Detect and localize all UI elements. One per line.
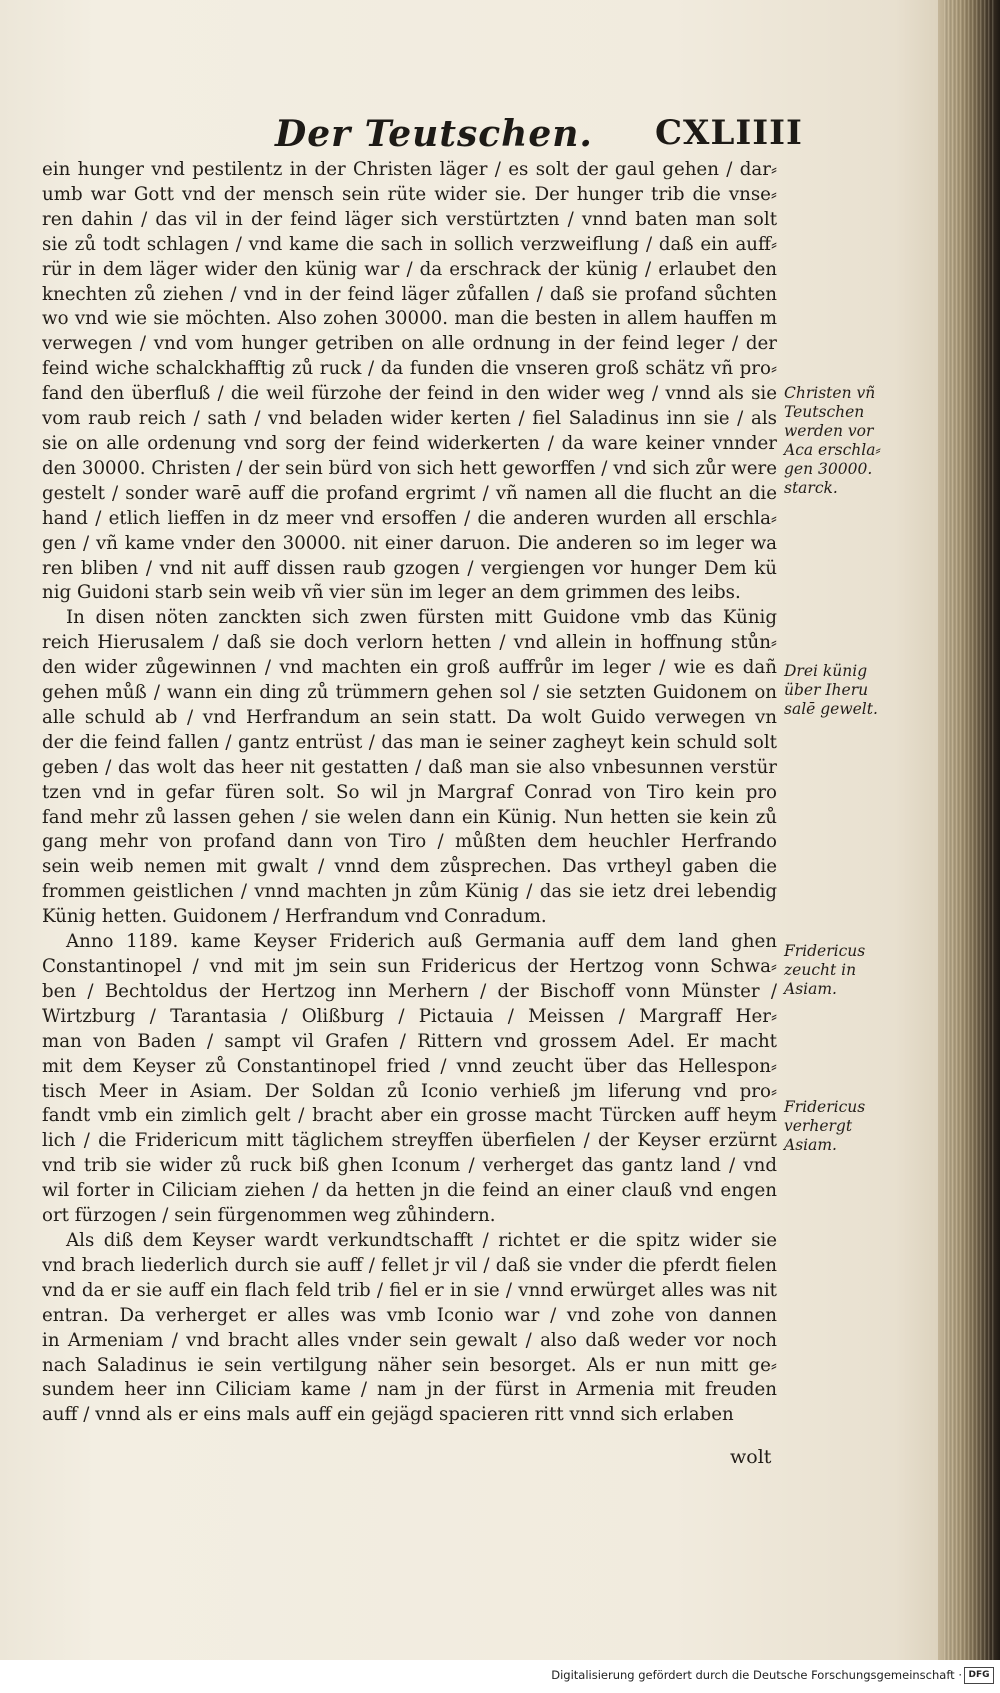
body-text <box>42 158 777 1428</box>
text-line: geben / das wolt das heer nit gestatten / daß man sie also vnbesunnen verstür <box>42 756 777 778</box>
text-line: hand / etlich lieffen in dz meer vnd ersoffen / die anderen wurden all erschla⸗ <box>42 507 777 529</box>
text-line: sein weib nemen mit gwalt / vnnd dem zůsprechen. Das vrtheyl gaben die <box>42 856 777 878</box>
margin-note-line: salē gewelt. <box>784 700 878 718</box>
margin-note-line: Fridericus <box>784 1098 866 1116</box>
text-line: wil forter in Ciliciam ziehen / da hetten jn die feind an einer clauß vnd engen <box>42 1180 777 1202</box>
margin-note-line: Christen vñ <box>784 384 876 402</box>
text-line: reich Hierusalem / daß sie doch verlorn hetten / vnd allein in hoffnung stůn⸗ <box>42 632 777 654</box>
text-line: in Armeniam / vnd bracht alles vnder sein gewalt / also daß weder vor noch <box>42 1329 777 1351</box>
text-line: Künig hetten. Guidonem / Herfrandum vnd Conradum. <box>42 906 547 928</box>
margin-note-line: verhergt <box>784 1117 853 1135</box>
margin-note-line: Drei künig <box>784 662 868 680</box>
text-line: man von Baden / sampt vil Grafen / Rittern vnd grossem Adel. Er macht <box>42 1030 777 1052</box>
margin-note-line: Aca erschla⸗ <box>784 441 881 459</box>
footer-credit: Digitalisierung gefördert durch die Deutsche Forschungsgemeinschaft · <box>551 1668 962 1682</box>
text-line: Als diß dem Keyser wardt verkundtschafft / richtet er die spitz wider sie <box>66 1229 777 1251</box>
margin-note-1 <box>784 384 894 498</box>
margin-note-line: starck. <box>784 479 838 497</box>
text-line: knechten zů ziehen / vnd in der feind läger zůfallen / daß sie profand sůchten <box>42 283 777 305</box>
margin-note-2 <box>784 662 894 719</box>
text-line: tisch Meer in Asiam. Der Soldan zů Iconio verhieß jm liferung vnd pro⸗ <box>42 1080 777 1102</box>
text-line: In disen nöten zanckten sich zwen fürsten mitt Guidone vmb das Künig <box>66 607 777 629</box>
text-line: vnd da er sie auff ein flach feld trib / fiel er in sie / vnnd erwürget alles was nit <box>42 1279 777 1301</box>
text-line: umb war Gott vnd der mensch sein rüte wider sie. Der hunger trib die vnse⸗ <box>42 183 777 205</box>
text-line: verwegen / vnd vom hunger getriben on alle ordnung in der feind leger / der <box>42 333 777 355</box>
text-line: tzen vnd in gefar füren solt. So wil jn Margraf Conrad von Tiro kein pro <box>42 781 777 803</box>
text-line: Constantinopel / vnd mit jm sein sun Fridericus der Hertzog vonn Schwa⸗ <box>42 956 777 977</box>
running-head: Der Teutschen. <box>275 113 593 155</box>
text-line: den wider zůgewinnen / vnd machten ein groß auffrůr im leger / wie es dañ <box>42 657 777 679</box>
dfg-logo: DFG <box>964 1667 994 1684</box>
margin-note-line: werden vor <box>784 422 874 440</box>
text-line: alle schuld ab / vnd Herfrandum an sein statt. Da wolt Guido verwegen vn <box>42 706 777 728</box>
text-line: ren dahin / das vil in der feind läger sich verstürtzten / vnnd baten man solt <box>42 208 777 230</box>
text-line: fand mehr zů lassen gehen / sie welen dann ein Künig. Nun hetten sie kein zů <box>42 806 777 828</box>
text-line: gestelt / sonder warē auff die profand ergrimt / vñ namen all die flucht an die <box>42 482 777 504</box>
margin-note-line: gen 30000. <box>784 460 873 478</box>
text-line: mit dem Keyser zů Constantinopel fried / vnnd zeucht über das Hellespon⸗ <box>42 1055 777 1077</box>
margin-note-line: Asiam. <box>784 980 837 998</box>
text-line: rür in dem läger wider den künig war / da erschrack der künig / erlaubet den <box>42 258 777 280</box>
text-line: wo vnd wie sie möchten. Also zohen 30000. man die besten in allem hauffen m <box>42 308 777 330</box>
text-line: ein hunger vnd pestilentz in der Christen läger / es solt der gaul gehen / dar⸗ <box>42 159 777 180</box>
catchword: wolt <box>730 1446 772 1468</box>
text-line: nach Saladinus ie sein vertilgung näher sein besorget. Als er nun mitt ge⸗ <box>42 1354 777 1376</box>
folio-number: CXLIIII <box>655 113 803 153</box>
text-line: feind wiche schalckhafftig zů ruck / da funden die vnseren groß schätz vñ pro⸗ <box>42 358 777 380</box>
margin-note-line: über Iheru <box>784 681 869 699</box>
margin-note-line: Teutschen <box>784 403 865 421</box>
text-line: nig Guidoni starb sein weib vñ vier sün im leger an dem grimmen des leibs. <box>42 582 741 604</box>
text-line: vnd brach liederlich durch sie auff / fellet jr vil / daß sie vnder die pferdt fielen <box>42 1254 777 1276</box>
text-line: fand den überfluß / die weil fürzohe der feind in den wider weg / vnnd als sie <box>42 383 777 405</box>
text-line: auff / vnnd als er eins mals auff ein gejägd spacieren ritt vnnd sich erlaben <box>42 1404 734 1426</box>
margin-note-line: Fridericus <box>784 942 866 960</box>
text-line: frommen geistlichen / vnnd machten jn zům Künig / das sie ietz drei lebendig <box>42 881 777 903</box>
text-line: gang mehr von profand dann von Tiro / můßten dem heuchler Herfrando <box>42 831 777 853</box>
text-line: ort fürzogen / sein fürgenommen weg zůhindern. <box>42 1205 496 1227</box>
text-line: gen / vñ kame vnder den 30000. nit einer daruon. Die anderen so im leger wa <box>42 532 777 554</box>
text-line: vom raub reich / sath / vnd beladen wider kerten / fiel Saladinus inn sie / als <box>42 408 777 430</box>
text-line: ren bliben / vnd nit auff dissen raub gzogen / vergiengen vor hunger Dem kü <box>42 557 777 579</box>
text-line: Wirtzburg / Tarantasia / Olißburg / Pictauia / Meissen / Margraff Her⸗ <box>42 1005 777 1027</box>
footer-bar <box>0 1660 1000 1693</box>
text-line: entran. Da verherget er alles was vmb Iconio war / vnd zohe von dannen <box>42 1304 777 1326</box>
text-line: fandt vmb ein zimlich gelt / bracht aber ein grosse macht Türcken auff heym <box>42 1105 777 1127</box>
text-line: gehen můß / wann ein ding zů trümmern gehen sol / sie setzten Guidonem on <box>42 682 777 704</box>
margin-note-line: Asiam. <box>784 1136 837 1154</box>
text-line: den 30000. Christen / der sein bürd von sich hett geworffen / vnd sich zůr were <box>42 457 777 479</box>
margin-note-4 <box>784 1098 894 1155</box>
text-line: sie on alle ordenung vnd sorg der feind widerkerten / da ware keiner vnnder <box>42 432 777 454</box>
text-line: vnd trib sie wider zů ruck biß ghen Iconum / verherget das gantz land / vnd <box>42 1155 777 1177</box>
margin-note-line: zeucht in <box>784 961 857 979</box>
text-line: sie zů todt schlagen / vnd kame die sach in sollich verzweiflung / daß ein auff⸗ <box>42 233 777 255</box>
text-line: der die feind fallen / gantz entrüst / das man ie seiner zagheyt kein schuld solt <box>42 731 777 753</box>
text-line: sundem heer inn Ciliciam kame / nam jn der fürst in Armenia mit freuden <box>42 1379 777 1401</box>
page-edge-stripes <box>944 0 994 1660</box>
text-line: Anno 1189. kame Keyser Friderich auß Germania auff dem land ghen <box>66 931 777 953</box>
text-line: ben / Bechtoldus der Hertzog inn Merhern / der Bischoff vonn Münster / <box>42 980 777 1002</box>
margin-note-3 <box>784 942 894 999</box>
text-line: lich / die Fridericum mitt täglichem streyffen überfielen / der Keyser erzürnt <box>42 1130 777 1152</box>
